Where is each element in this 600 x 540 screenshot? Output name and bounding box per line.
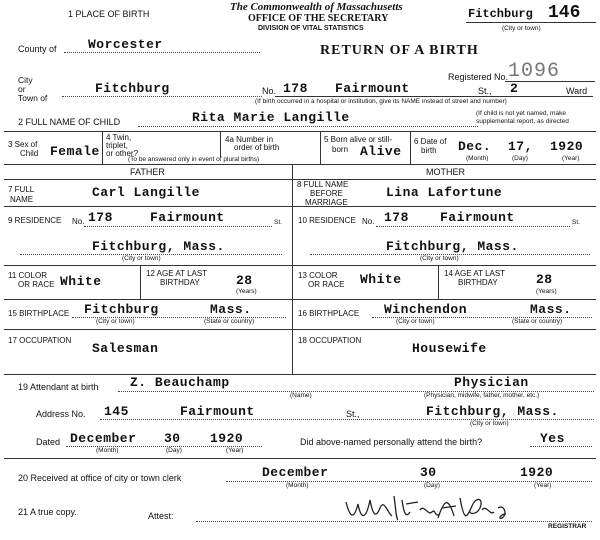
mother-name-label-2: BEFORE <box>310 189 343 198</box>
mother-birthplace-state: Mass. <box>530 302 572 317</box>
mother-color-divider <box>438 265 439 299</box>
place-of-birth-label: 1 PLACE OF BIRTH <box>68 9 150 19</box>
received-month: December <box>262 465 329 480</box>
ward-value: 2 <box>510 81 519 96</box>
sex-label-2: Child <box>20 149 39 158</box>
received-year-hint: (Year) <box>534 482 552 489</box>
vdiv-alive <box>410 131 411 164</box>
dated-year-hint: (Year) <box>226 447 244 454</box>
dated-month: December <box>70 431 137 446</box>
name-note-1: (If child is not yet named, make <box>476 110 566 117</box>
mother-name-value: Lina Lafortune <box>386 185 503 200</box>
father-age-value: 28 <box>236 273 253 288</box>
dated-label: Dated <box>36 437 61 447</box>
mother-age-hint: (Years) <box>536 288 557 295</box>
attend-answer-line <box>530 446 592 447</box>
dated-day-hint: (Day) <box>166 447 182 454</box>
mother-age-label-2: BIRTHDAY <box>458 278 498 287</box>
father-res-city-hint: (City or town) <box>122 255 161 262</box>
received-year: 1920 <box>520 465 554 480</box>
alive-label-2: born <box>332 145 349 154</box>
mother-res-no-label: No. <box>362 217 375 226</box>
mother-birthplace-city: Winchendon <box>384 302 468 317</box>
city-label-2: Town of <box>18 93 48 103</box>
received-day: 30 <box>420 465 437 480</box>
certificate-number: 146 <box>548 3 581 23</box>
mother-birthplace-label: 16 BIRTHPLACE <box>298 309 360 318</box>
child-name-label: 2 FULL NAME OF CHILD <box>18 117 121 127</box>
mother-heading: MOTHER <box>426 167 465 177</box>
twin-label-1: 4 Twin, <box>106 133 132 142</box>
child-name-line <box>138 126 478 127</box>
father-res-line <box>84 226 272 227</box>
alive-label-1: 5 Born alive or still- <box>324 135 393 144</box>
father-color-label-2: OR RACE <box>18 280 55 289</box>
parents-center-divider <box>292 164 293 374</box>
address-city-hint: (City or town) <box>470 420 509 427</box>
attest-label: Attest: <box>148 511 174 521</box>
mother-occupation-value: Housewife <box>412 341 487 356</box>
mother-name-label-3: MARRIAGE <box>305 198 348 207</box>
row-divider-5 <box>4 265 596 266</box>
city-value: Fitchburg <box>95 81 170 96</box>
birth-year-hint: (Year) <box>562 155 580 162</box>
father-color-divider <box>140 265 141 299</box>
birth-year: 1920 <box>550 139 584 154</box>
twin-label-3: or other? <box>106 149 139 158</box>
child-name-value: Rita Marie Langille <box>192 110 350 125</box>
alive-value: Alive <box>360 144 402 159</box>
hospital-note: (If birth occurred in a hospital or institution, give its NAME instead of street and number) <box>255 98 507 105</box>
father-residence-label: 9 RESIDENCE <box>8 216 62 225</box>
dated-day: 30 <box>164 431 181 446</box>
mother-color-label-2: OR RACE <box>308 280 345 289</box>
date-label-2: birth <box>421 146 437 155</box>
city-top-hint: (City or town) <box>502 25 541 32</box>
father-age-label-1: 12 AGE AT LAST <box>146 269 208 278</box>
mother-res-city-hint: (City or town) <box>420 255 459 262</box>
dated-month-hint: (Month) <box>96 447 119 454</box>
attendant-label: 19 Attendant at birth <box>18 382 99 392</box>
name-note-2: supplemental report, as directed <box>476 118 569 125</box>
mother-age-value: 28 <box>536 272 553 287</box>
dated-year: 1920 <box>210 431 244 446</box>
attendant-role: Physician <box>454 375 529 390</box>
mother-res-line <box>376 226 570 227</box>
mother-age-label-1: 14 AGE AT LAST <box>444 269 506 278</box>
plural-note: (To be answered only in event of plural births) <box>128 156 260 163</box>
father-age-label-2: BIRTHDAY <box>160 278 200 287</box>
row-divider-1 <box>4 131 596 132</box>
received-label: 20 Received at office of city or town clerk <box>18 473 182 483</box>
city-top: Fitchburg <box>468 7 533 21</box>
street-line <box>275 96 593 97</box>
father-res-street: Fairmount <box>150 210 225 225</box>
row-divider-4 <box>4 206 596 207</box>
true-copy-label: 21 A true copy. <box>18 507 77 517</box>
father-bp-state-hint: (State or country) <box>204 318 255 325</box>
row-divider-7 <box>4 329 596 330</box>
vdiv-twin <box>220 131 221 157</box>
attend-question: Did above-named personally attend the birth? <box>300 437 483 447</box>
birth-day: 17, <box>508 139 533 154</box>
father-res-number: 178 <box>88 210 113 225</box>
mother-occupation-label: 18 OCCUPATION <box>298 336 362 345</box>
row-divider-2 <box>4 164 596 165</box>
attend-answer: Yes <box>540 431 565 446</box>
mother-color-value: White <box>360 272 402 287</box>
street-number: 178 <box>283 81 308 96</box>
form-title: RETURN OF A BIRTH <box>320 43 479 58</box>
registrar-label: REGISTRAR <box>548 523 587 530</box>
registered-no-line <box>505 81 595 82</box>
city-label-1: City <box>18 75 33 85</box>
father-res-st-label: St. <box>274 219 282 226</box>
mother-res-st-label: St. <box>572 219 580 226</box>
mother-res-street: Fairmount <box>440 210 515 225</box>
father-res-no-label: No. <box>72 217 85 226</box>
received-day-hint: (Day) <box>424 482 440 489</box>
father-birthplace-city: Fitchburg <box>84 302 159 317</box>
father-heading: FATHER <box>130 167 165 177</box>
city-line <box>62 96 262 97</box>
county-label: County of <box>18 44 57 54</box>
row-divider-6 <box>4 299 596 300</box>
row-divider-9 <box>4 458 596 459</box>
county-value: Worcester <box>88 37 163 52</box>
father-name-value: Carl Langille <box>92 185 200 200</box>
order-label-2: order of birth <box>234 143 280 152</box>
father-birthplace-label: 15 BIRTHPLACE <box>8 309 70 318</box>
vdiv-order <box>320 131 321 164</box>
mother-bp-city-hint: (City or town) <box>396 318 435 325</box>
father-color-label-1: 11 COLOR <box>8 271 47 280</box>
received-month-hint: (Month) <box>286 482 309 489</box>
birth-month-hint: (Month) <box>466 155 489 162</box>
mother-color-label-1: 13 COLOR <box>298 271 338 280</box>
street-name: Fairmount <box>335 81 410 96</box>
father-birthplace-state: Mass. <box>210 302 252 317</box>
city-top-underline <box>466 22 596 23</box>
sex-label-1: 3 Sex of <box>8 140 38 149</box>
address-number: 145 <box>104 404 129 419</box>
mother-res-city: Fitchburg, Mass. <box>386 239 519 254</box>
father-name-label-1: 7 FULL <box>8 185 35 194</box>
street-no-label: No. <box>262 86 277 96</box>
mother-residence-label: 10 RESIDENCE <box>298 216 356 225</box>
birth-month: Dec. <box>458 139 492 154</box>
attest-line <box>196 521 592 522</box>
father-age-hint: (Years) <box>236 288 257 295</box>
father-bp-city-hint: (City or town) <box>96 318 135 325</box>
county-line <box>64 52 260 53</box>
attendant-name-hint: (Name) <box>290 392 312 399</box>
order-label-1: 4a Number in <box>225 135 274 144</box>
registered-no-label: Registered No. <box>448 72 509 82</box>
mother-res-number: 178 <box>384 210 409 225</box>
address-street: Fairmount <box>180 404 255 419</box>
sex-value: Female <box>50 144 100 159</box>
address-city: Fitchburg, Mass. <box>426 404 559 419</box>
division-heading: DIVISION OF VITAL STATISTICS <box>258 25 364 32</box>
address-st-label: St., <box>346 409 360 419</box>
father-name-label-2: NAME <box>10 195 34 204</box>
father-color-value: White <box>60 274 102 289</box>
date-label-1: 6 Date of <box>414 137 447 146</box>
ward-label: Ward <box>566 86 588 96</box>
mother-name-label-1: 8 FULL NAME <box>297 180 349 189</box>
father-occupation-label: 17 OCCUPATION <box>8 336 72 345</box>
attendant-name: Z. Beauchamp <box>130 375 230 390</box>
twin-label-2: triplet, <box>106 141 128 150</box>
registered-no-value: 1096 <box>508 60 561 83</box>
office-heading: OFFICE OF THE SECRETARY <box>248 13 389 24</box>
street-st-label: St., <box>478 86 492 96</box>
city-label-or: or <box>18 84 26 94</box>
mother-bp-state-hint: (State or country) <box>512 318 563 325</box>
commonwealth-heading: The Commonwealth of Massachusetts <box>230 1 403 13</box>
address-line <box>100 419 594 420</box>
attendant-role-hint: (Physician, midwife, father, mother, etc.) <box>424 392 540 399</box>
father-res-city: Fitchburg, Mass. <box>92 239 225 254</box>
birth-day-hint: (Day) <box>512 155 528 162</box>
father-occupation-value: Salesman <box>92 341 159 356</box>
address-label: Address No. <box>36 409 86 419</box>
vdiv-sex <box>102 131 103 164</box>
